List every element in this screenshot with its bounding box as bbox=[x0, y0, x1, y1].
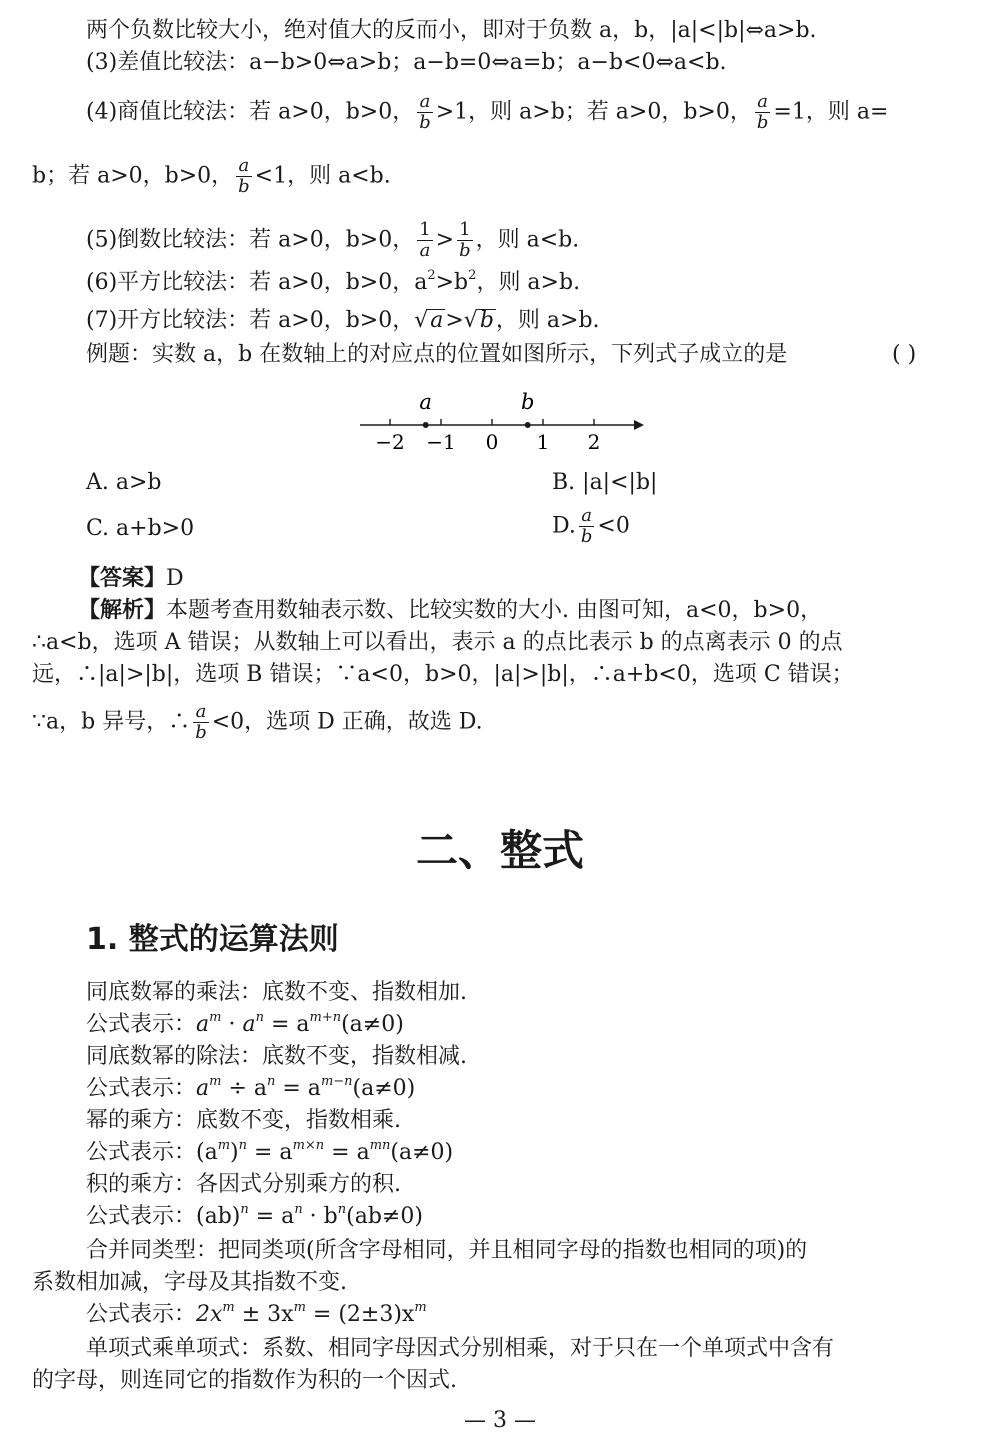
analysis-line: 【解析】本题考查用数轴表示数、比较实数的大小. 由图可知，a<0，b>0， bbox=[78, 598, 823, 623]
axis-arrow bbox=[634, 420, 644, 430]
formula: 公式表示：$a^m \div a^n = a^{m-n}(a\ne 0)$ bbox=[86, 1074, 416, 1101]
fraction: $\frac{a}{b}$ bbox=[419, 91, 431, 133]
text-line: (5)倒数比较法：若 a>0，b>0， $\frac{1}{a}$ > $\frac{1}{b}$ ，则 a<b. bbox=[86, 219, 580, 261]
fraction: $\frac{a}{b}$ bbox=[195, 701, 207, 743]
formula: 公式表示：$2x^m \pm 3x^m = (2\pm 3)x^m$ bbox=[86, 1300, 427, 1327]
answer-bracket: ( ) bbox=[892, 342, 917, 367]
rule-text: 积的乘方：各因式分别乘方的积. bbox=[86, 1172, 401, 1197]
point-b bbox=[525, 422, 531, 428]
rule-text: 的字母，则连同它的指数作为积的一个因式. bbox=[32, 1368, 457, 1393]
formula: 公式表示：$(ab)^n = a^n \cdot b^n(ab\ne 0)$ bbox=[86, 1202, 423, 1229]
tick-label: 0 bbox=[485, 430, 499, 454]
answer: 【答案】D bbox=[78, 566, 184, 591]
tick-label: −1 bbox=[426, 430, 456, 454]
rule-text: 同底数幂的除法：底数不变，指数相减. bbox=[86, 1044, 467, 1069]
tick-label: 2 bbox=[587, 430, 601, 454]
fraction: $\frac{a}{b}$ bbox=[756, 91, 769, 133]
option-d: D. $\frac{a}{b}$ <0 bbox=[552, 505, 630, 547]
point-label-a: a bbox=[419, 390, 432, 414]
rule-text: 单项式乘单项式：系数、相同字母因式分别相乘，对于只在一个单项式中含有 bbox=[86, 1336, 835, 1361]
text-line: (4)商值比较法：若 a>0，b>0， $\frac{a}{b}$ >1，则 a>b；若 a>0，b>0， $\frac{a}{b}$ =1，则 a= bbox=[86, 91, 889, 133]
point-label-b: b bbox=[520, 390, 535, 414]
fraction: $\frac{a}{b}$ bbox=[580, 505, 593, 547]
section-title: 二、整式 bbox=[415, 826, 584, 875]
rule-text: 合并同类型：把同类项(所含字母相同，并且相同字母的指数也相同的项)的 bbox=[86, 1238, 808, 1263]
option-b: B. |a|<|b| bbox=[552, 470, 658, 495]
tick-label: −2 bbox=[375, 430, 405, 454]
tick-label: 1 bbox=[536, 430, 550, 454]
rule-text: 幂的乘方：底数不变，指数相乘. bbox=[86, 1108, 401, 1133]
analysis-line: ∵a，b 异号，∴ $\frac{a}{b}$ <0，选项 D 正确，故选 D. bbox=[32, 701, 483, 743]
number-line bbox=[350, 385, 660, 460]
option-a: A. a>b bbox=[86, 470, 162, 495]
formula: 公式表示：$(a^m)^n = a^{m\times n} = a^{mn}(a\ne 0)$ bbox=[86, 1138, 454, 1165]
fraction: $\frac{1}{a}$ bbox=[419, 219, 431, 261]
option-c: C. a+b>0 bbox=[86, 516, 195, 541]
text-line: (3)差值比较法：a−b>0⇔a>b；a−b=0⇔a=b；a−b<0⇔a<b. bbox=[86, 50, 727, 75]
rule-text: 系数相加减，字母及其指数不变. bbox=[32, 1270, 347, 1295]
fraction: $\frac{1}{b}$ bbox=[459, 219, 471, 261]
analysis-line: ∴a<b，选项 A 错误；从数轴上可以看出，表示 a 的点比表示 b 的点离表示 0 的点 bbox=[32, 630, 843, 655]
point-a bbox=[423, 422, 429, 428]
page-number: — 3 — bbox=[464, 1408, 536, 1433]
example-question: 例题：实数 a，b 在数轴上的对应点的位置如图所示，下列式子成立的是 bbox=[86, 342, 788, 367]
text-line: (6)平方比较法：若 a>0，b>0，$a^2>b^2$，则 a>b. bbox=[86, 268, 581, 295]
fraction: $\frac{a}{b}$ bbox=[238, 155, 250, 197]
analysis-line: 远，∴|a|>|b|，选项 B 错误；∵a<0，b>0，|a|>|b|，∴a+b<0，选项 C 错误； bbox=[32, 662, 854, 687]
rule-text: 同底数幂的乘法：底数不变、指数相加. bbox=[86, 980, 467, 1005]
text-line: 两个负数比较大小，绝对值大的反而小，即对于负数 a，b，|a|<|b|⇔a>b. bbox=[86, 18, 817, 43]
text-line: (7)开方比较法：若 a>0，b>0，√a>√b，则 a>b. bbox=[86, 308, 600, 333]
text-line: b；若 a>0，b>0， $\frac{a}{b}$ <1，则 a<b. bbox=[32, 155, 391, 197]
subsection-title: 1. 整式的运算法则 bbox=[86, 922, 339, 957]
formula: 公式表示：$a^m \cdot a^n = a^{m+n}(a\ne 0)$ bbox=[86, 1010, 404, 1037]
